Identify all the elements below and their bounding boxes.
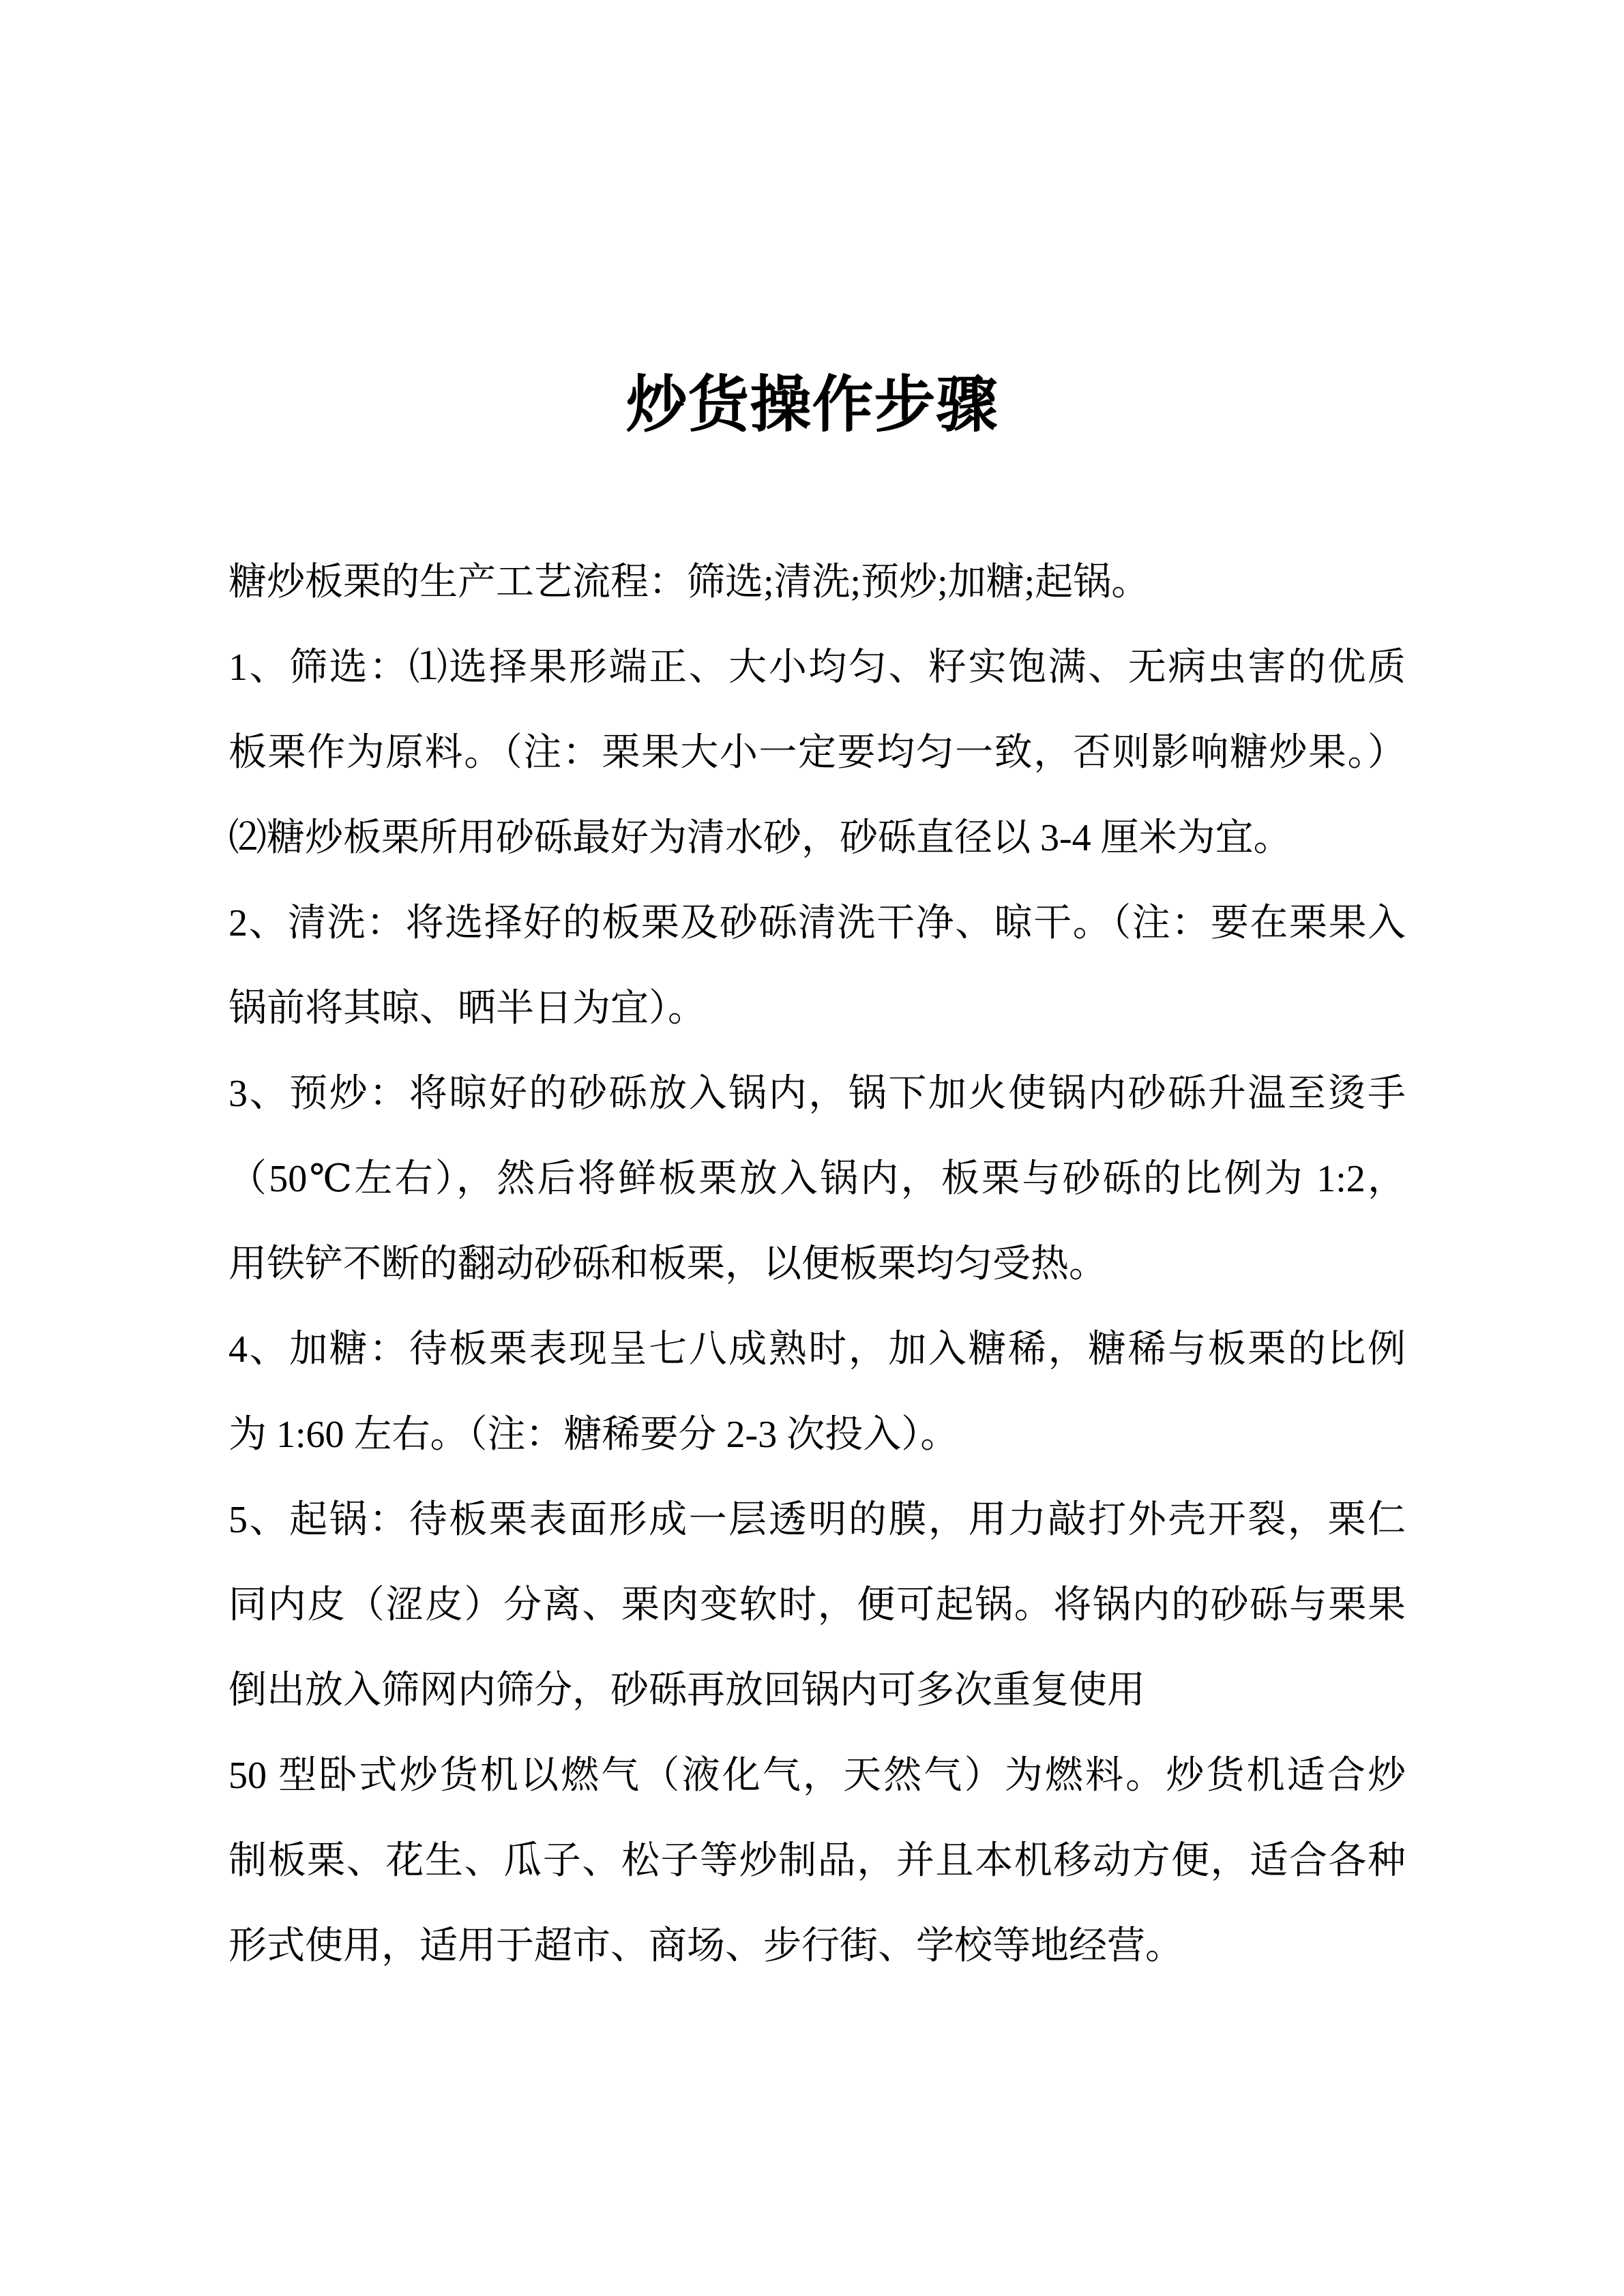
text-line: 糖炒板栗的生产工艺流程：筛选;清洗;预炒;加糖;起锅。 (228, 561, 1150, 603)
text-line: 3、预炒：将晾好的砂砾放入锅内，锅下加火使锅内砂砾升温至烫手 (228, 1073, 1406, 1115)
text-line: （50℃左右），然后将鲜板栗放入锅内，板栗与砂砾的比例为 1:2， (228, 1158, 1406, 1200)
text-line: 制板栗、花生、瓜子、松子等炒制品，并且本机移动方便，适合各种 (228, 1840, 1406, 1882)
text-line: 同内皮（涩皮）分离、栗肉变软时，便可起锅。将锅内的砂砾与栗果 (228, 1584, 1406, 1626)
text-line: 为 1:60 左右。（注：糖稀要分 2-3 次投入）。 (228, 1414, 959, 1456)
text-line: 5、起锅：待板栗表面形成一层透明的膜，用力敲打外壳开裂，栗仁 (228, 1499, 1406, 1541)
text-line: 锅前将其晾、晒半日为宜）。 (228, 987, 706, 1030)
document-title: 炒货操作步骤 (625, 372, 999, 439)
text-line: 50 型卧式炒货机以燃气（液化气，天然气）为燃料。炒货机适合炒 (228, 1755, 1406, 1797)
document-body (228, 540, 1406, 1989)
text-line: 用铁铲不断的翻动砂砾和板栗，以便板栗均匀受热。 (228, 1243, 1107, 1285)
text-line: ⑵糖炒板栗所用砂砾最好为清水砂，砂砾直径以 3-4 厘米为宜。 (228, 817, 1292, 859)
text-line: 4、加糖：待板栗表现呈七八成熟时，加入糖稀，糖稀与板栗的比例 (228, 1328, 1406, 1371)
text-line: 形式使用，适用于超市、商场、步行街、学校等地经营。 (228, 1925, 1183, 1967)
text-line: 1、筛选：⑴选择果形端正、大小均匀、籽实饱满、无病虫害的优质 (228, 646, 1406, 689)
text-line: 倒出放入筛网内筛分，砂砾再放回锅内可多次重复使用 (228, 1669, 1145, 1712)
text-line: 板栗作为原料。（注：栗果大小一定要均匀一致，否则影响糖炒果。） (228, 732, 1406, 774)
text-line: 2、清洗：将选择好的板栗及砂砾清洗干净、晾干。（注：要在栗果入 (228, 902, 1406, 944)
